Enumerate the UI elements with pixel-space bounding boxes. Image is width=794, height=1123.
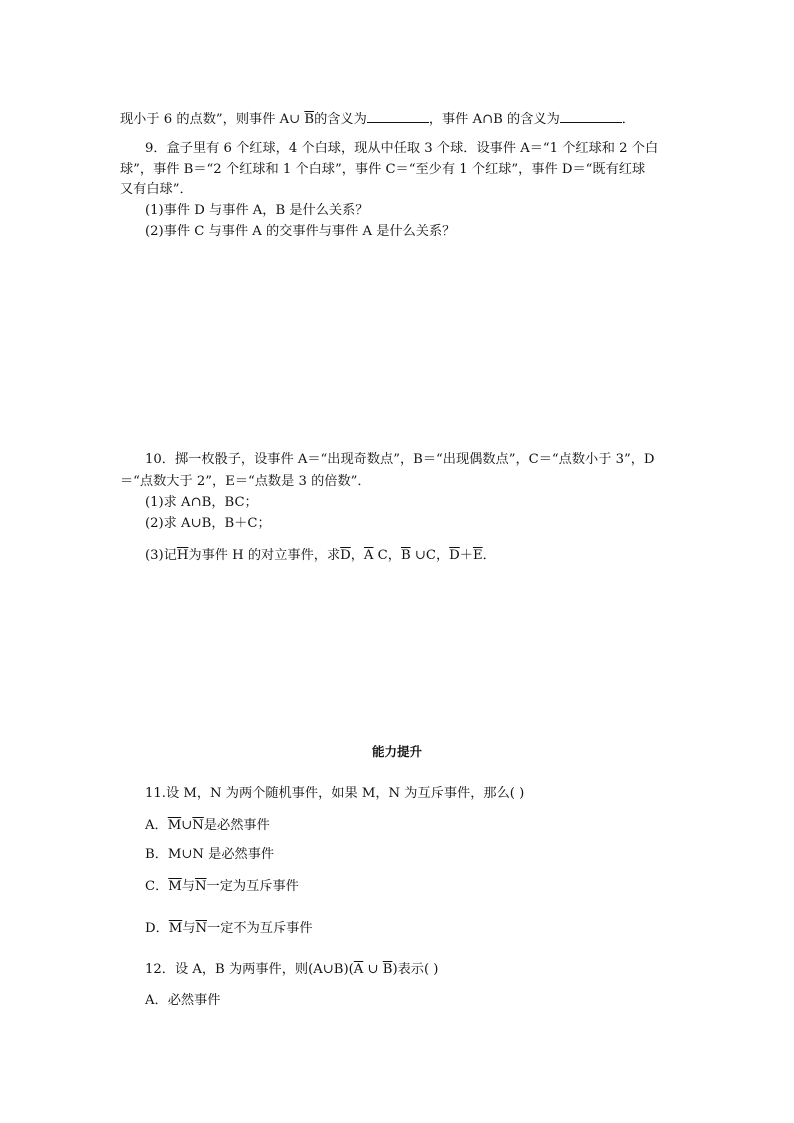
q11-stem: 11.设 M，N 为两个随机事件，如果 M，N 为互斥事件，那么( ) bbox=[145, 786, 525, 801]
q9-part-1: (1)事件 D 与事件 A，B 是什么关系？ bbox=[145, 203, 369, 218]
q10-part-2: (2)求 A∪B，B＋C； bbox=[145, 516, 271, 531]
line-1: 现小于 6 的点数”，则事件 A∪ $\overline{B}$的含义为 ，事件 A∩B 的含义为 ． bbox=[120, 112, 635, 127]
q11-option-c[interactable]: C．$\overline{M}$与$\overline{N}$一定为互斥事件 bbox=[145, 879, 299, 894]
q11-option-b[interactable]: B．M∪N 是必然事件 bbox=[145, 847, 275, 862]
q9-line-2: 球”，事件 B＝“2 个红球和 1 个白球”，事件 C＝“至少有 1 个红球”，事件 D＝“既有红球 bbox=[120, 162, 646, 177]
q12-option-a[interactable]: A．必然事件 bbox=[145, 993, 221, 1008]
answer-blank-2[interactable] bbox=[560, 110, 622, 123]
q11-option-d[interactable]: D．$\overline{M}$与$\overline{N}$一定不为互斥事件 bbox=[145, 921, 313, 936]
q9-part-2: (2)事件 C 与事件 A 的交事件与事件 A 是什么关系？ bbox=[145, 224, 456, 239]
q10-part-3: (3)记$\overline{H}$为事件 H 的对立事件，求$\overline{D}$，$\overline{A}$ C，$\overline{B}$ ∪C，$\overline{D}+\overline{E}$． bbox=[145, 548, 496, 563]
b-bar: $\overline{B}$ bbox=[304, 112, 315, 127]
q9-line-1: 9．盒子里有 6 个红球，4 个白球，现从中任取 3 个球．设事件 A＝“1 个红球和 2 个白 bbox=[145, 141, 659, 156]
q9-line-3: 又有白球”． bbox=[120, 182, 193, 197]
q11-option-a[interactable]: A．$\overline{M}\cup\overline{N}$是必然事件 bbox=[145, 818, 270, 833]
q10-line-1: 10．掷一枚骰子，设事件 A＝“出现奇数点”，B＝“出现偶数点”，C＝“点数小于 3”，D bbox=[145, 452, 655, 467]
answer-blank-1[interactable] bbox=[367, 110, 429, 123]
q12-stem: 12．设 A，B 为两事件，则$(A\cup B)(\overline{A}$ ∪ $\overline{B}$)表示( ) bbox=[145, 962, 439, 977]
q10-line-2: ＝“点数大于 2”，E＝“点数是 3 的倍数”． bbox=[120, 474, 371, 489]
q10-part-1: (1)求 A∩B，BC； bbox=[145, 495, 258, 510]
section-title: 能力提升 bbox=[371, 744, 422, 759]
